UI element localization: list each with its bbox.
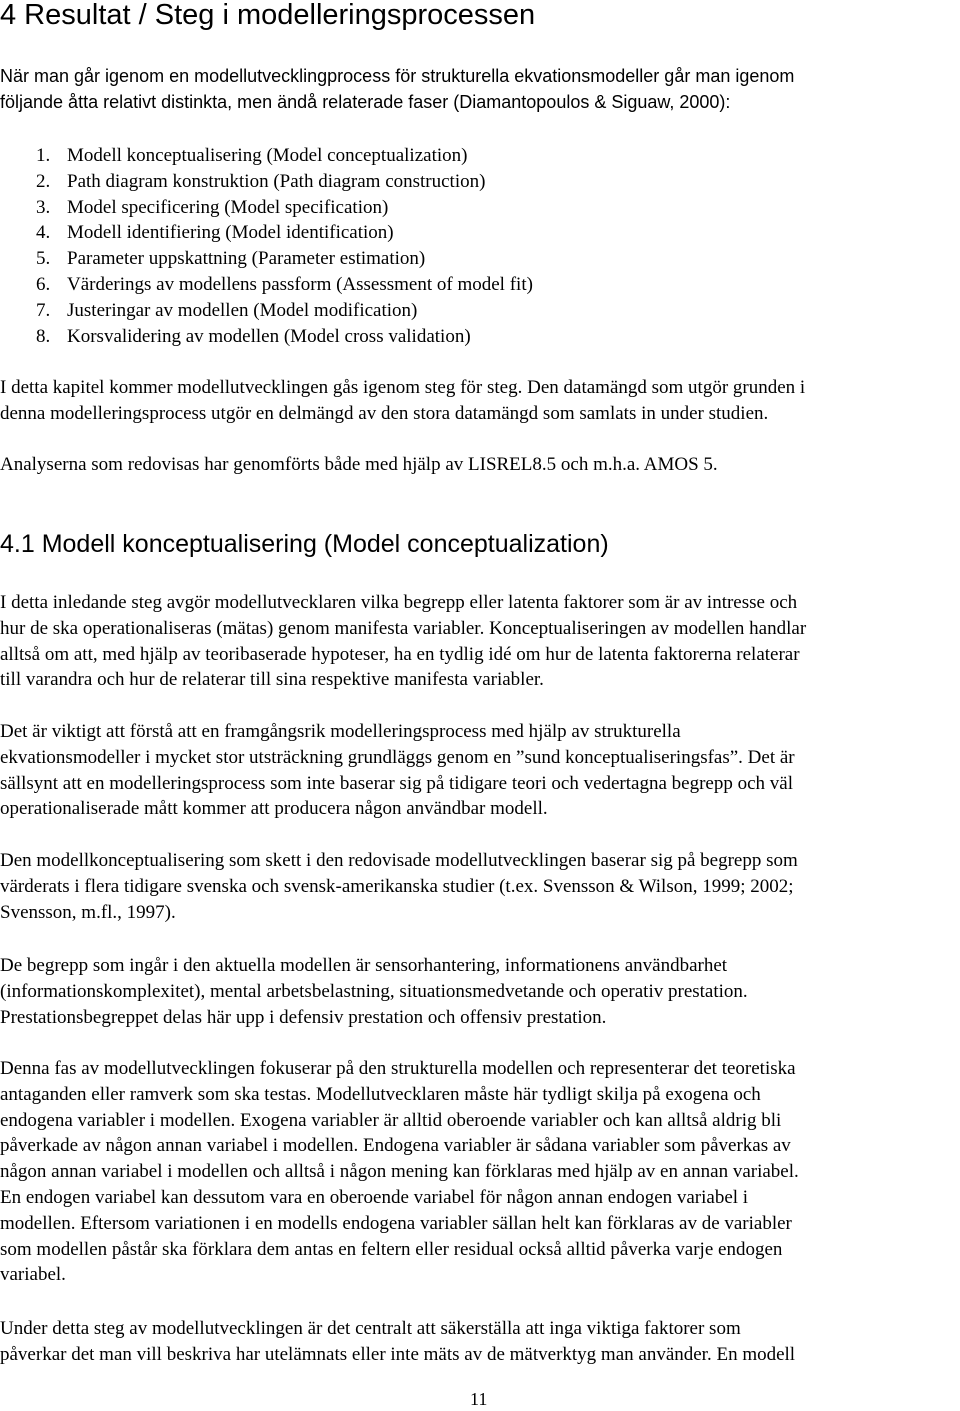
list-number: 3. <box>36 196 51 218</box>
chapter-paragraph <box>0 375 960 427</box>
list-text: Värderings av modellens passform (Assessment of model fit) <box>67 273 533 295</box>
body-paragraph <box>0 719 960 822</box>
text-line: En endogen variabel kan dessutom vara en oberoende variabel för någon annan endogen variabel i <box>0 1186 749 1208</box>
list-number: 5. <box>36 248 51 270</box>
text-line: som modellen påstår ska förklara dem antas en feltern eller residual också alltid påverka varje endogen <box>0 1238 783 1260</box>
list-item <box>0 195 533 221</box>
section-heading: 4.1 Modell konceptualisering (Model conceptualization) <box>0 530 609 558</box>
text-line: Denna fas av modellutvecklingen fokuserar på den strukturella modellen och representerar det teoretiska <box>0 1058 796 1079</box>
text-line: påverkade av någon annan variabel i modellen. Endogena variabler är sådana variabler som påverkas av <box>0 1135 791 1157</box>
text-line: denna modelleringsprocess utgör en delmängd av den stora datamängd som samlats in under studien. <box>0 402 769 424</box>
list-text: Modell identifiering (Model identification) <box>67 222 394 244</box>
text-line: Den modellkonceptualisering som skett i den redovisade modellutvecklingen baserar sig på begrepp som <box>0 850 798 871</box>
text-line: De begrepp som ingår i den aktuella modellen är sensorhantering, informationens användbarhet <box>0 955 728 976</box>
body-paragraph <box>0 953 960 1030</box>
text-line: antaganden eller ramverk som ska testas. Modellutvecklaren måste här tydligt skilja på exogena och <box>0 1083 761 1105</box>
chapter-heading: 4 Resultat / Steg i modelleringsprocessen <box>0 0 536 31</box>
list-item <box>0 220 533 246</box>
text-line: hur de ska operationaliseras (mätas) genom manifesta variabler. Konceptualiseringen av modellen handlar <box>0 617 807 639</box>
text-line: sällsynt att en modelleringsprocess som inte baserar sig på tidigare teori och vedertagna begrepp och väl <box>0 772 793 794</box>
text-line: påverkar det man vill beskriva har utelämnats eller inte mäts av de mätverktyg man använder. En modell <box>0 1343 796 1365</box>
text-line: värderats i flera tidigare svenska och svensk-amerikanska studier (t.ex. Svensson & Wilson, 1999; 2002; <box>0 875 794 897</box>
text-line: När man går igenom en modellutvecklingprocess för strukturella ekvationsmodeller går man igenom <box>0 66 795 86</box>
analysis-paragraph <box>0 452 960 478</box>
text-line: operationaliserade mått kommer att producera någon användbar modell. <box>0 798 548 820</box>
list-item <box>0 272 533 298</box>
intro-paragraph <box>0 64 960 116</box>
list-text: Korsvalidering av modellen (Model cross validation) <box>67 325 471 347</box>
list-item <box>0 298 533 324</box>
list-text: Justeringar av modellen (Model modification) <box>67 299 418 321</box>
list-text: Parameter uppskattning (Parameter estimation) <box>67 248 426 270</box>
list-item <box>0 246 533 272</box>
steps-list <box>0 143 533 349</box>
text-line: variabel. <box>0 1264 66 1286</box>
text-line: alltså om att, med hjälp av teoribaserade hypoteser, ha en tydlig idé om hur de latenta faktorerna relaterar <box>0 643 800 665</box>
list-number: 7. <box>36 299 51 321</box>
body-paragraph <box>0 848 960 925</box>
text-line: modellen. Eftersom variationen i en modells endogena variabler sällan helt kan förklaras av de variabler <box>0 1212 792 1234</box>
list-text: Model specificering (Model specification) <box>67 196 389 218</box>
list-text: Path diagram konstruktion (Path diagram construction) <box>67 170 486 192</box>
list-item <box>0 143 533 169</box>
text-line: till varandra och hur de relaterar till sina respektive manifesta variabler. <box>0 669 544 691</box>
text-line: ekvationsmodeller i mycket stor utsträckning grundläggs genom en ”sund konceptualiseringsfas”. Det är <box>0 746 795 768</box>
list-number: 8. <box>36 325 51 347</box>
list-number: 1. <box>36 145 51 166</box>
text-line: Svensson, m.fl., 1997). <box>0 901 176 923</box>
text-line: I detta kapitel kommer modellutvecklingen gås igenom steg för steg. Den datamängd som utgör grunden i <box>0 377 806 398</box>
list-number: 6. <box>36 273 51 295</box>
text-line: I detta inledande steg avgör modellutvecklaren vilka begrepp eller latenta faktorer som är av intresse och <box>0 592 798 613</box>
text-line: endogena variabler i modellen. Exogena variabler är alltid oberoende variabler och kan alltså aldrig bli <box>0 1109 782 1131</box>
text-line: Under detta steg av modellutvecklingen är det centralt att säkerställa att inga viktiga faktorer som <box>0 1318 741 1339</box>
list-number: 4. <box>36 222 51 244</box>
body-paragraph <box>0 1316 960 1368</box>
list-text: Modell konceptualisering (Model conceptualization) <box>67 145 468 166</box>
body-paragraph <box>0 590 960 693</box>
list-number: 2. <box>36 170 51 192</box>
text-line: (informationskomplexitet), mental arbetsbelastning, situationsmedvetande och operativ prestation. <box>0 980 748 1002</box>
list-item <box>0 169 533 195</box>
text-line: Det är viktigt att förstå att en framgångsrik modelleringsprocess med hjälp av strukturella <box>0 721 681 742</box>
body-paragraph <box>0 1056 960 1288</box>
text-line: Prestationsbegreppet delas här upp i defensiv prestation och offensiv prestation. <box>0 1006 607 1028</box>
text-line: Analyserna som redovisas har genomförts både med hjälp av LISREL8.5 och m.h.a. AMOS 5. <box>0 454 718 475</box>
text-line: någon annan variabel i modellen och alltså i någon mening kan förklaras med hjälp av en annan variabel. <box>0 1161 799 1183</box>
text-line: följande åtta relativt distinkta, men ändå relaterade faser (Diamantopoulos & Siguaw, 2000): <box>0 91 731 112</box>
page-number: 11 <box>470 1389 488 1409</box>
list-item <box>0 324 533 350</box>
